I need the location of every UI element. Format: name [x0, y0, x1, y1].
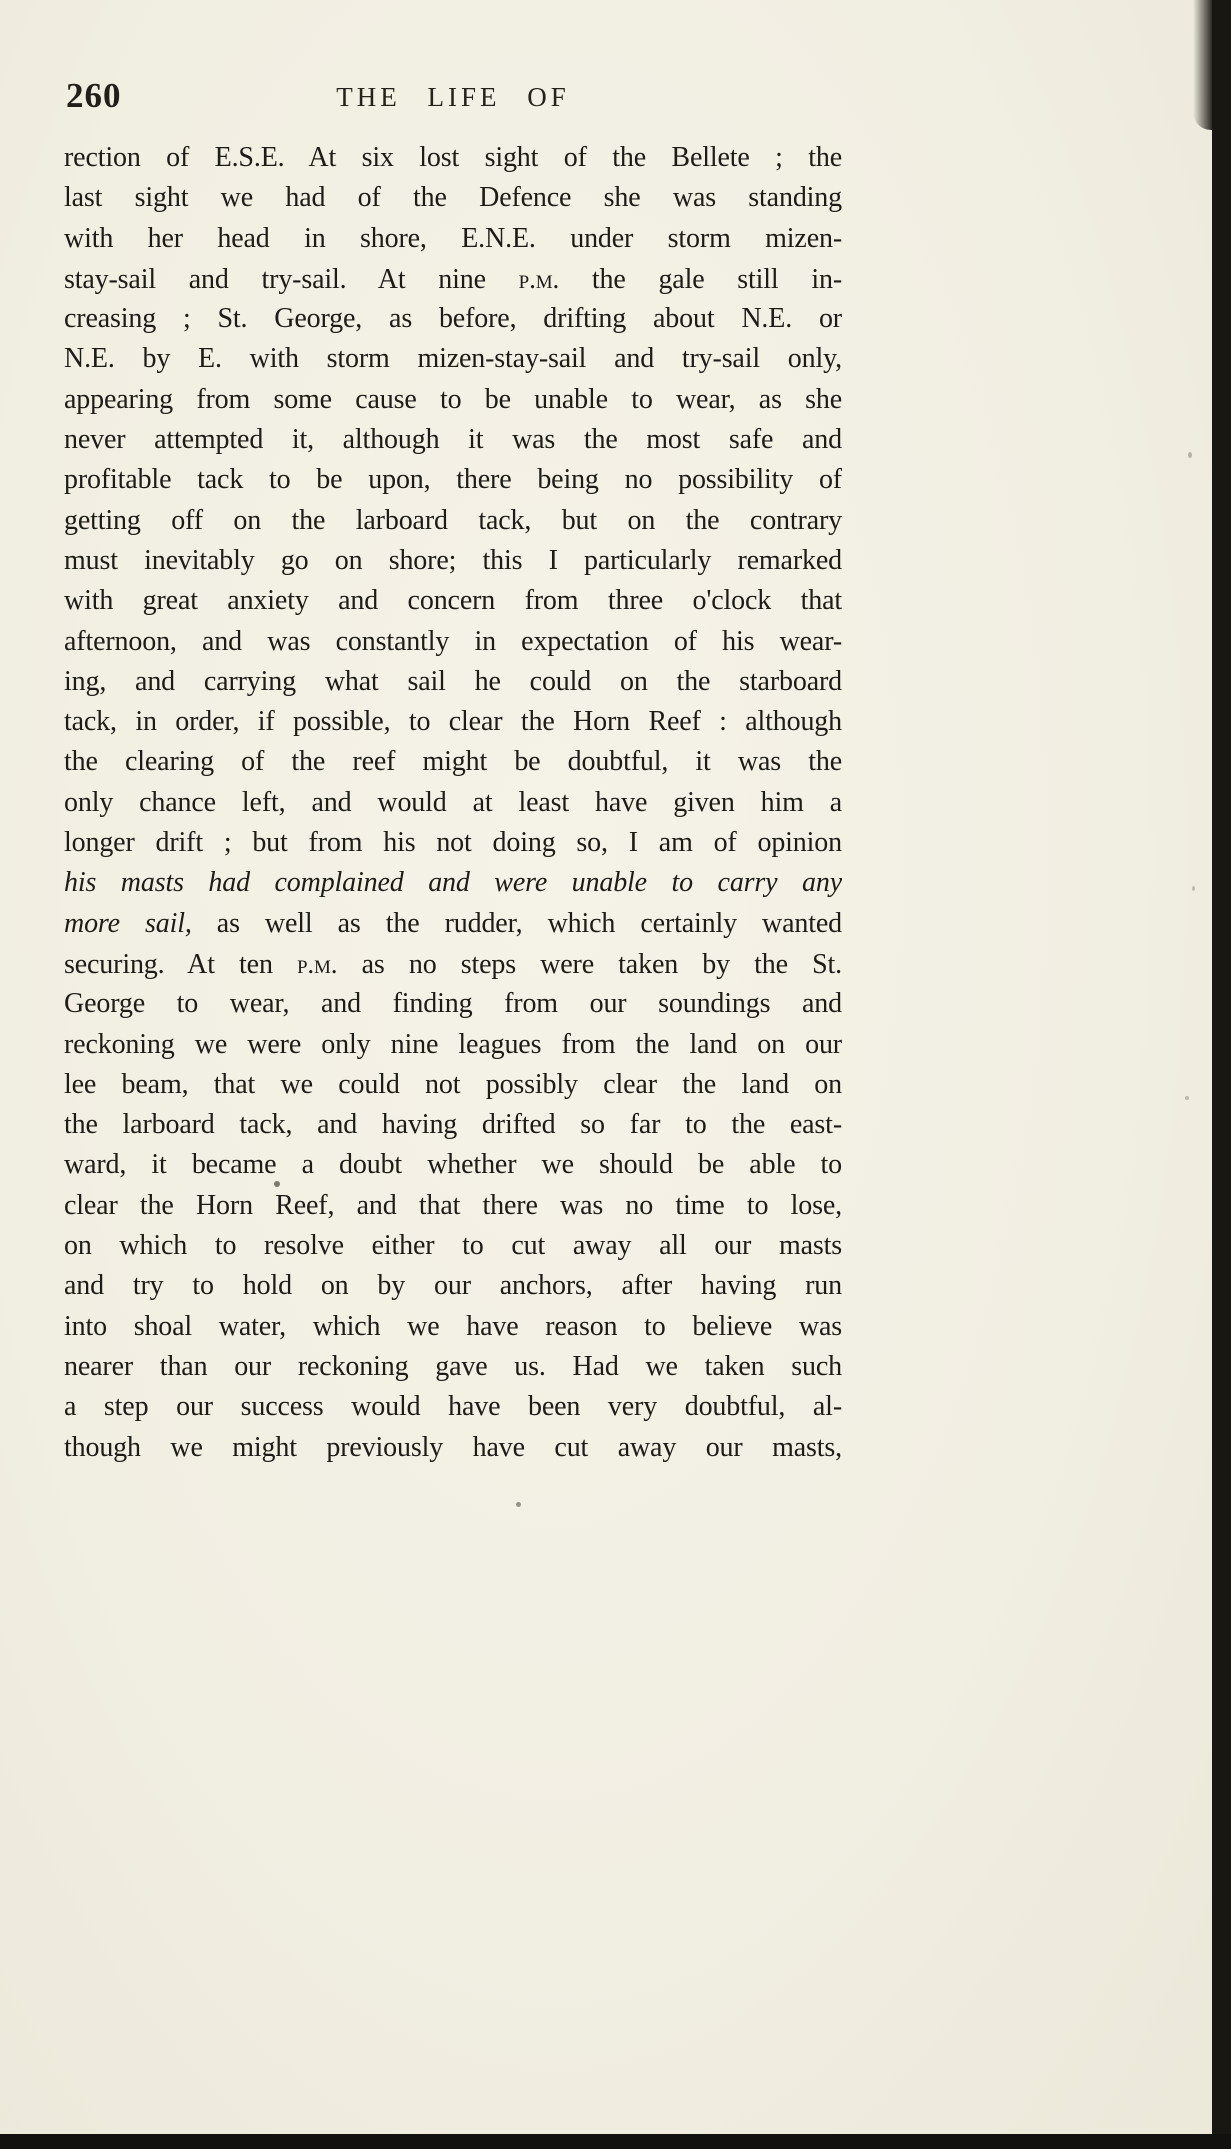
text-line: last sight we had of the Defence she was standing: [64, 182, 842, 214]
text-line: stay-sail and try-sail. At nine p.m. the gale still in-: [64, 263, 842, 295]
text-line: rection of E.S.E. At six lost sight of the Bellete ; the: [64, 142, 842, 173]
scan-artifact-right-bar: [1212, 0, 1231, 2149]
text-line: the larboard tack, and having drifted so far to the east-: [64, 1109, 842, 1141]
page-number: 260: [66, 76, 122, 115]
text-line: into shoal water, which we have reason to believe was: [64, 1310, 842, 1342]
text-line: more sail, as well as the rudder, which certainly wanted: [64, 907, 842, 939]
scan-speck: [516, 1502, 521, 1507]
text-line: reckoning we were only nine leagues from the land on our: [64, 1028, 842, 1060]
scan-speck: [1188, 452, 1192, 458]
text-line: ing, and carrying what sail he could on the starboard: [64, 665, 842, 697]
text-line: never attempted it, although it was the most safe and: [64, 424, 842, 456]
text-line: nearer than our reckoning gave us. Had we taken such: [64, 1350, 842, 1382]
text-line: and try to hold on by our anchors, after having run: [64, 1270, 842, 1302]
text-line: on which to resolve either to cut away all our masts: [64, 1230, 842, 1262]
scan-speck: [1192, 886, 1195, 891]
text-line: with great anxiety and concern from three o'clock that: [64, 585, 842, 617]
text-line: appearing from some cause to be unable to wear, as she: [64, 383, 842, 415]
text-line: afternoon, and was constantly in expectation of his wear-: [64, 625, 842, 657]
text-line: tack, in order, if possible, to clear the Horn Reef : although: [64, 706, 842, 738]
text-line: longer drift ; but from his not doing so, I am of opinion: [64, 827, 842, 859]
text-line: securing. At ten p.m. as no steps were taken by the St.: [64, 948, 842, 980]
text-line: George to wear, and finding from our soundings and: [64, 988, 842, 1020]
text-line: profitable tack to be upon, there being no possibility of: [64, 464, 842, 496]
text-line: the clearing of the reef might be doubtful, it was the: [64, 746, 842, 778]
text-line: his masts had complained and were unable to carry any: [64, 867, 842, 899]
text-line: getting off on the larboard tack, but on the contrary: [64, 504, 842, 536]
text-line: though we might previously have cut away our masts,: [64, 1431, 842, 1463]
scan-artifact-bottom-bar: [0, 2134, 1231, 2149]
text-line: must inevitably go on shore; this I particularly remarked: [64, 544, 842, 576]
text-line: lee beam, that we could not possibly clear the land on: [64, 1068, 842, 1100]
scan-speck: [1185, 1096, 1189, 1100]
running-header: THE LIFE OF: [336, 82, 570, 112]
scan-speck: [274, 1181, 280, 1187]
text-line: N.E. by E. with storm mizen-stay-sail and try-sail only,: [64, 343, 842, 375]
text-line: creasing ; St. George, as before, drifting about N.E. or: [64, 303, 842, 335]
text-line: only chance left, and would at least have given him a: [64, 786, 842, 818]
body-text: [64, 138, 842, 1468]
text-line: a step our success would have been very doubtful, al-: [64, 1391, 842, 1423]
text-line: ward, it became a doubt whether we should be able to: [64, 1149, 842, 1181]
text-line: clear the Horn Reef, and that there was no time to lose,: [64, 1189, 842, 1221]
text-line: with her head in shore, E.N.E. under storm mizen-: [64, 222, 842, 254]
